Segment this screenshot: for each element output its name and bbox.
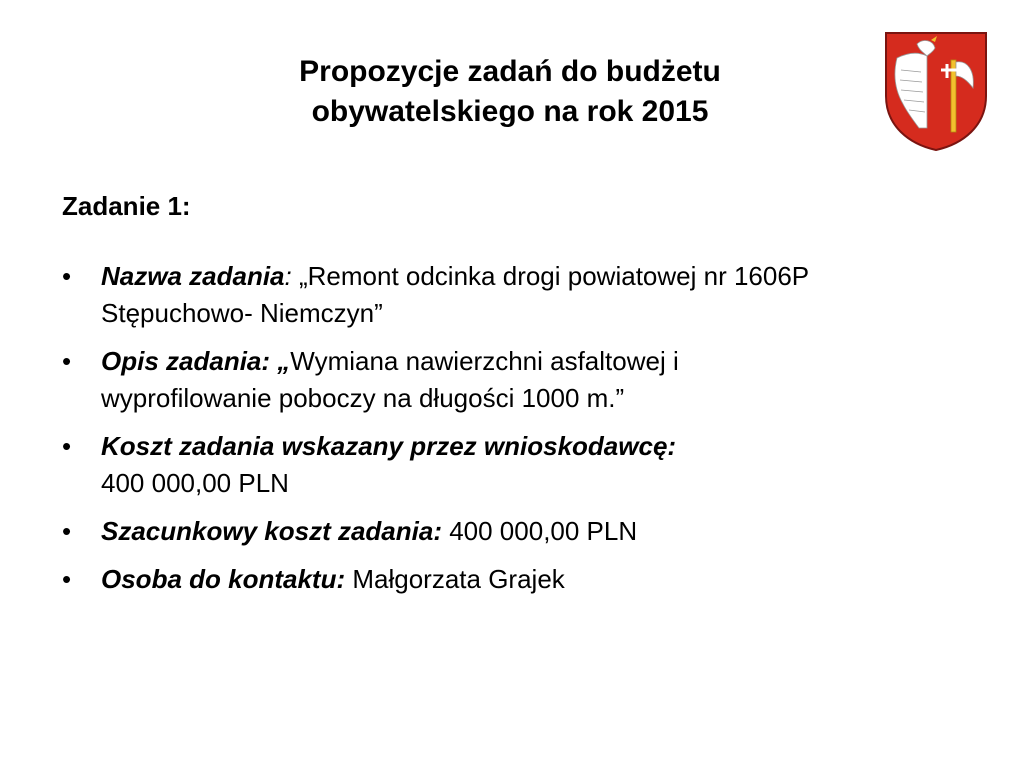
title-line-2: obywatelskiego na rok 2015 (311, 95, 709, 128)
estimated-cost-label: Szacunkowy koszt zadania: (101, 516, 442, 546)
list-item-estimated-cost (62, 513, 982, 550)
bullet-icon: • (62, 564, 72, 594)
task-name-separator: : (284, 261, 299, 291)
bullet-icon: • (62, 261, 72, 291)
list-item-applicant-cost (62, 428, 982, 502)
task-description-label: Opis zadania: „ (101, 346, 291, 376)
applicant-cost-value: 400 000,00 PLN (101, 468, 289, 498)
contact-person-value: Małgorzata Grajek (352, 564, 565, 594)
slide-title (150, 52, 870, 132)
bullet-icon: • (62, 431, 72, 461)
task-heading: Zadanie 1: (62, 191, 191, 221)
list-item-contact-person (62, 561, 982, 598)
estimated-cost-value: 400 000,00 PLN (441, 516, 638, 546)
coat-of-arms-icon (883, 30, 989, 152)
applicant-cost-label: Koszt zadania wskazany przez wnioskodawcę: (101, 431, 677, 461)
bullet-icon: • (62, 516, 72, 546)
contact-person-label: Osoba do kontaktu: (101, 564, 346, 594)
task-name-label: Nazwa zadania (101, 261, 285, 291)
task-name-value-line-2: Stępuchowo- Niemczyn” (101, 298, 383, 328)
list-item-task-description (62, 343, 982, 417)
task-details-list (62, 258, 982, 609)
task-description-value-line-1: Wymiana nawierzchni asfaltowej i (290, 346, 679, 376)
list-item-task-name (62, 258, 982, 332)
task-name-value-line-1: „Remont odcinka drogi powiatowej nr 1606P (298, 261, 810, 291)
task-description-value-line-2: wyprofilowanie poboczy na długości 1000 m.” (101, 383, 625, 413)
title-line-1: Propozycje zadań do budżetu (299, 55, 721, 88)
bullet-icon: • (62, 346, 72, 376)
